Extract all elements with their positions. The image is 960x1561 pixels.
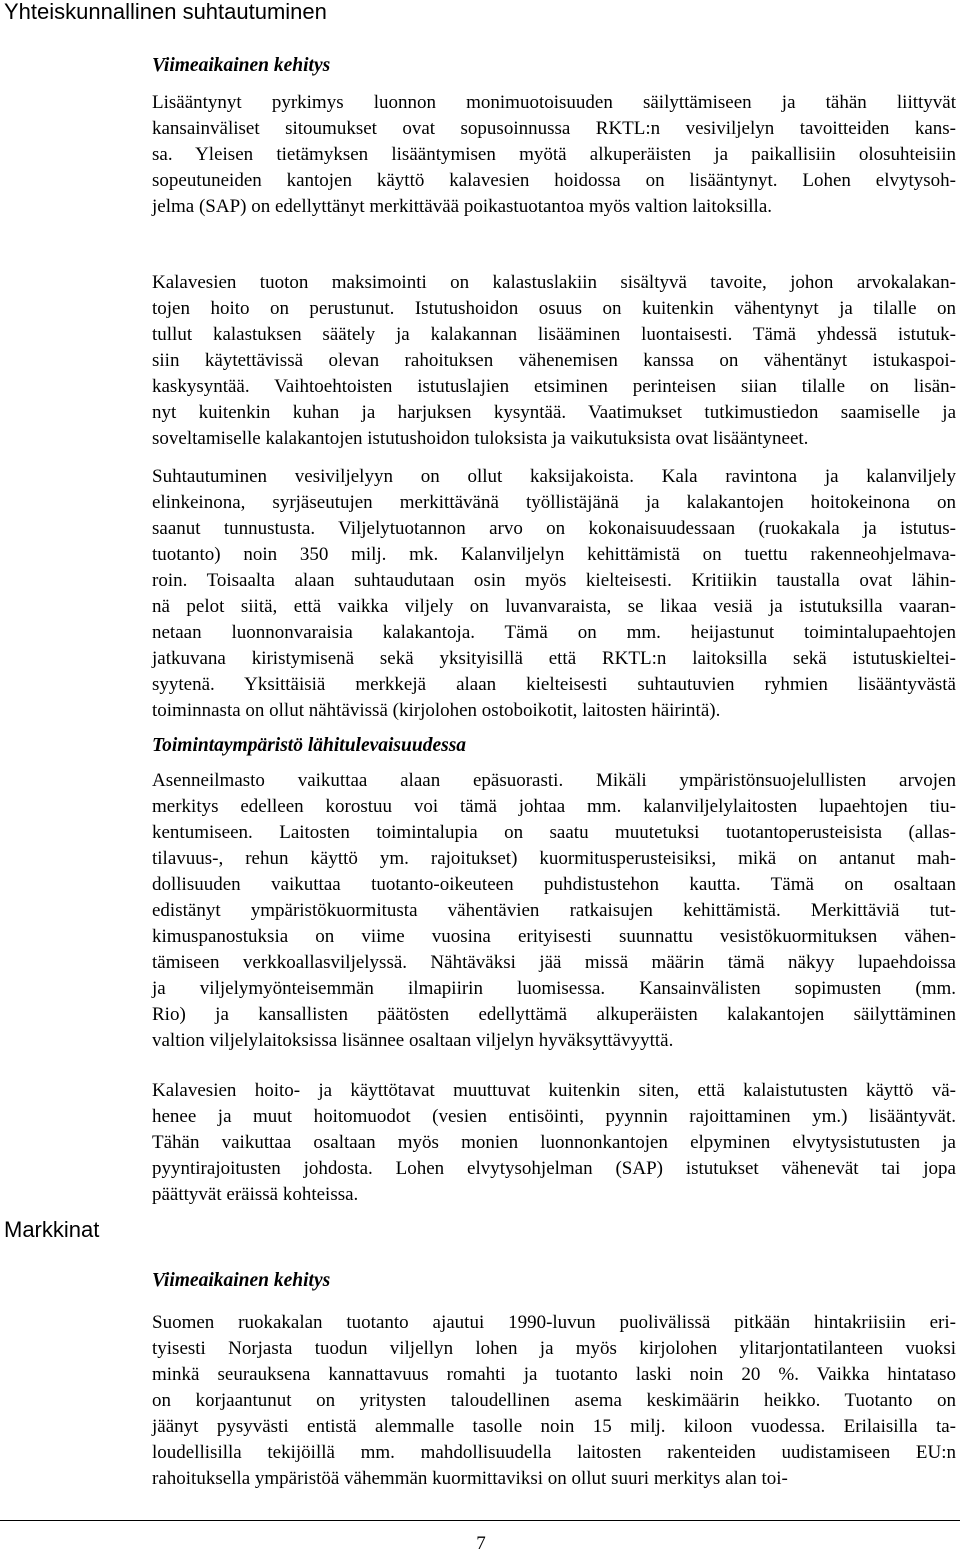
paragraph-line: soveltamiselle kalakantojen istutushoidon tuloksista ja vaikutuksista ovat lisääntyneet.: [152, 428, 809, 449]
paragraph-line: kansainväliset sitoumukset ovat sopusoinnussa RKTL:n vesiviljelyn tavoitteiden kans-: [152, 118, 956, 139]
paragraph-line: minkä seurauksena kannattavuus romahti ja tuotanto laski noin 20 %. Vaikka hintataso: [152, 1364, 956, 1385]
paragraph-line: Tähän vaikuttaa osaltaan myös monien luonnonkantojen elpyminen elvytysistutusten ja: [152, 1132, 956, 1153]
paragraph-line: ja viljelymyönteisemmän ilmapiirin luomisessa. Kansainvälisten sopimusten (mm.: [152, 978, 956, 999]
paragraph-line: tämiseen verkkoallasviljelyssä. Nähtäväksi jää missä määrin tämä näkyy lupaehdoissa: [152, 952, 956, 973]
paragraph-line: tuotanto) noin 350 milj. mk. Kalanviljelyn kehittämistä on tuettu rakenneohjelmava-: [152, 544, 956, 565]
paragraph-line: on korjaantunut on yritysten taloudellinen asema keskimäärin heikko. Tuotanto on: [152, 1390, 956, 1411]
paragraph-4: [152, 768, 956, 1054]
paragraph-line: edistänyt ympäristökuormitusta vähentävien ratkaisujen kehittämistä. Merkittäviä tut-: [152, 900, 956, 921]
paragraph-line: netaan luonnonvaraisia kalakantoja. Tämä on mm. heijastunut toimintalupaehtojen: [152, 622, 956, 643]
paragraph-1: [152, 90, 956, 220]
paragraph-line: syytenä. Yksittäisiä merkkejä alaan kielteisesti suhtautuvien ryhmien lisääntyvästä: [152, 674, 956, 695]
section-heading-yhteiskunnallinen: Yhteiskunnallinen suhtautuminen: [4, 0, 327, 24]
subheading-viimeaikainen-kehitys-markkinat: Viimeaikainen kehitys: [152, 1270, 331, 1291]
paragraph-6: [152, 1310, 956, 1492]
paragraph-line: Rio) ja kansallisten päätösten edellyttämä alkuperäisten kalakantojen säilyttäminen: [152, 1004, 956, 1025]
paragraph-line: Suomen ruokakalan tuotanto ajautui 1990-luvun puolivälissä pitkään hintakriisiin eri-: [152, 1312, 956, 1333]
paragraph-line: roin. Toisaalta alaan suhtaudutaan osin myös kielteisesti. Kritiikin taustalla ovat lähin-: [152, 570, 956, 591]
paragraph-line: tilavuus-, rehun käyttö ym. rajoitukset) kuormitusperusteisiksi, mikä on antanut mah-: [152, 848, 956, 869]
paragraph-line: rahoituksella ympäristöä vähemmän kuormittaviksi on ollut suuri merkitys alan toi-: [152, 1468, 788, 1489]
page-number: 7: [476, 1533, 486, 1554]
paragraph-2: [152, 270, 956, 452]
paragraph-line: Asenneilmasto vaikuttaa alaan epäsuorasti. Mikäli ympäristönsuojelullisten arvojen: [152, 770, 956, 791]
footer-rule: [0, 1520, 960, 1521]
paragraph-line: pyyntirajoitusten johdosta. Lohen elvytysohjelman (SAP) istutukset vähenevät tai jopa: [152, 1158, 956, 1179]
paragraph-line: Suhtautuminen vesiviljelyyn on ollut kaksijakoista. Kala ravintona ja kalanviljely: [152, 466, 956, 487]
subheading-toimintaymparisto: Toimintaympäristö lähitulevaisuudessa: [152, 735, 467, 756]
paragraph-line: tyisesti Norjasta tuodun viljellyn lohen ja myös kirjolohen ylitarjontatilanteen vuoksi: [152, 1338, 956, 1359]
paragraph-line: sa. Yleisen tietämyksen lisääntymisen myötä alkuperäisten ja paikallisiin olosuhteisiin: [152, 144, 956, 165]
paragraph-5: [152, 1078, 956, 1208]
paragraph-line: elinkeinona, syrjäseutujen merkittävänä työllistäjänä ja kalakantojen hoitokeinona on: [152, 492, 956, 513]
paragraph-line: kaskysyntää. Vaihtoehtoisten istutuslajien etsiminen perinteisen siian tilalle on lisän-: [152, 376, 956, 397]
paragraph-line: toiminnasta on ollut nähtävissä (kirjolohen ostoboikotit, laitosten häirintä).: [152, 700, 721, 721]
paragraph-line: siin käytettävissä olevan rahoituksen vähenemisen kanssa on vähentänyt istukaspoi-: [152, 350, 956, 371]
paragraph-line: saanut tunnustusta. Viljelytuotannon arvo on kokonaisuudessaan (ruokakala ja istutus-: [152, 518, 956, 539]
paragraph-line: merkitys edelleen korostuu voi tämä johtaa mm. kalanviljelylaitosten lupaehtojen tiu-: [152, 796, 956, 817]
paragraph-line: valtion viljelylaitoksissa lisännee osaltaan viljelyn hyväksyttävyyttä.: [152, 1030, 674, 1051]
paragraph-line: Lisääntynyt pyrkimys luonnon monimuotoisuuden säilyttämiseen ja tähän liittyvät: [152, 92, 956, 113]
paragraph-line: loudellisilla tekijöillä mm. mahdollisuudella laitosten rakenteiden uudistamiseen EU:n: [152, 1442, 956, 1463]
paragraph-line: jelma (SAP) on edellyttänyt merkittävää poikastuotantoa myös valtion laitoksilla.: [152, 196, 773, 217]
paragraph-3: [152, 464, 956, 724]
subheading-viimeaikainen-kehitys: Viimeaikainen kehitys: [152, 55, 331, 76]
paragraph-line: dollisuuden vaikuttaa tuotanto-oikeuteen puhdistustehon kautta. Tämä on osaltaan: [152, 874, 956, 895]
paragraph-line: jatkuvana kiristymisenä sekä yksityisillä että RKTL:n laitoksilla sekä istutuskieltei-: [152, 648, 956, 669]
paragraph-line: Kalavesien hoito- ja käyttötavat muuttuvat kuitenkin siten, että kalaistutusten käyttö vä-: [152, 1080, 956, 1101]
paragraph-line: kentumiseen. Laitosten toimintalupia on saatu muutetuksi tuotantoperusteisista (allas-: [152, 822, 956, 843]
section-heading-markkinat: Markkinat: [4, 1217, 100, 1242]
paragraph-line: tojen hoito on perustunut. Istutushoidon osuus on kuitenkin vähentynyt ja tilalle on: [152, 298, 956, 319]
paragraph-line: päättyvät eräissä kohteissa.: [152, 1184, 359, 1205]
paragraph-line: sopeutuneiden kantojen käyttö kalavesien hoidossa on lisääntynyt. Lohen elvytysoh-: [152, 170, 956, 191]
paragraph-line: nyt kuitenkin kuhan ja harjuksen kysyntää. Vaatimukset tutkimustiedon saamiselle ja: [152, 402, 956, 423]
paragraph-line: kimuspanostuksia on viime vuosina erityisesti suunnattu vesistökuormituksen vähen-: [152, 926, 956, 947]
paragraph-line: tullut kalastuksen säätely ja kalakannan lisääminen luontaisesti. Tämä yhdessä istutuk-: [152, 324, 956, 345]
paragraph-line: nä pelot siitä, että vaikka viljely on luvanvaraista, se likaa vesiä ja istutuksilla vaaran-: [152, 596, 956, 617]
paragraph-line: Kalavesien tuoton maksimointi on kalastuslakiin sisältyvä tavoite, johon arvokalakan-: [152, 272, 956, 293]
paragraph-line: jäänyt pysyvästi entistä alemmalle tasolle noin 15 milj. kiloon vuodessa. Erilaisilla ta-: [152, 1416, 956, 1437]
paragraph-line: henee ja muut hoitomuodot (vesien entisöinti, pyynnin rajoittaminen ym.) lisääntyvät.: [152, 1106, 956, 1127]
